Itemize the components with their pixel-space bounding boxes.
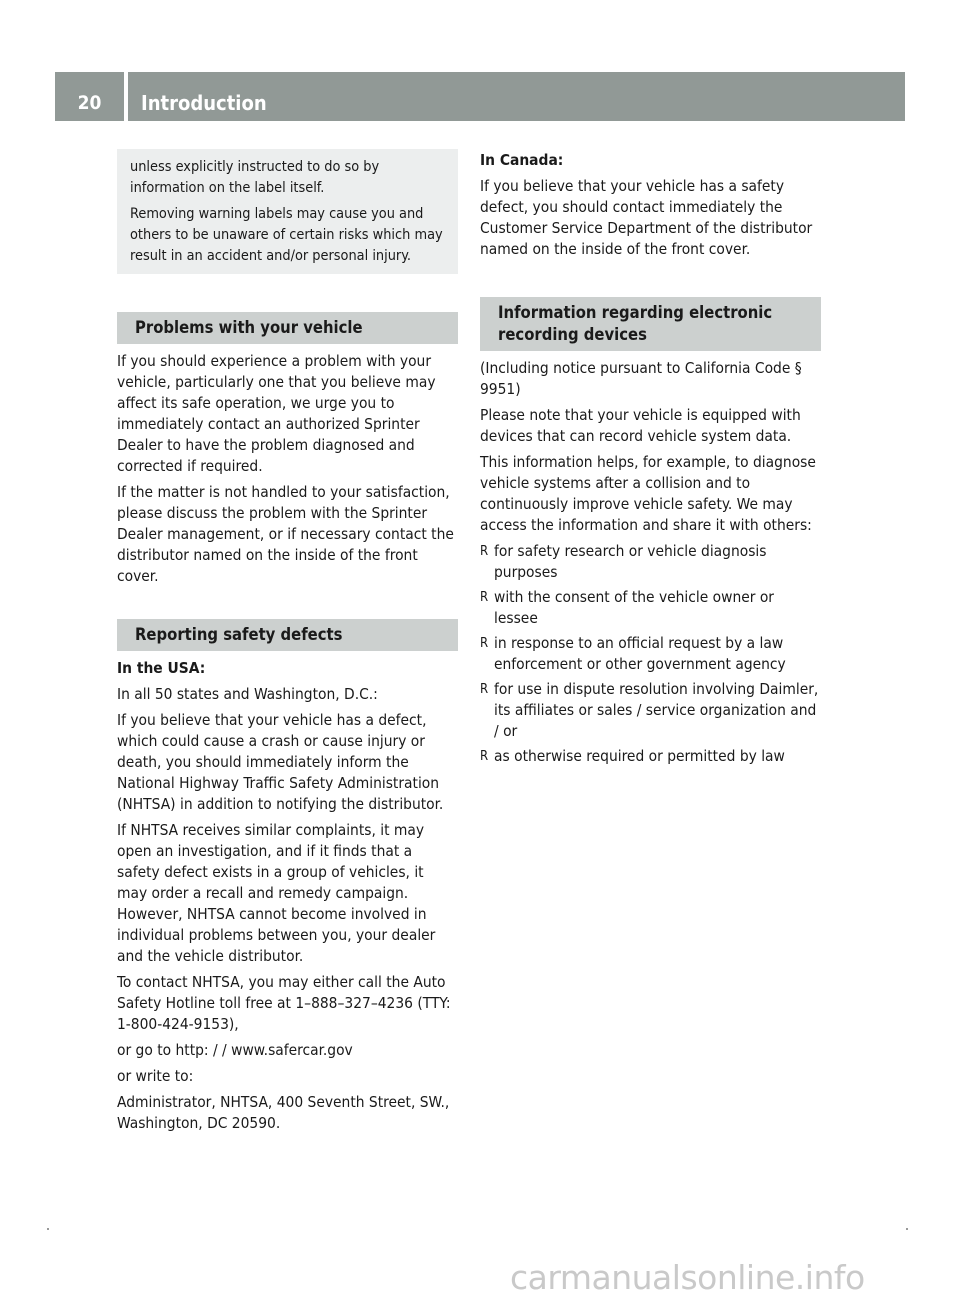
left-column [117, 150, 458, 1139]
body-paragraph: Administrator, NHTSA, 400 Seventh Street, SW., Washington, DC 20590. [117, 1093, 450, 1132]
body-paragraph: If NHTSA receives similar complaints, it may open an investigation, and if it finds that a safety defect exists in a group of vehicles, it may order a recall and remedy campaign. However, NHTSA cannot become involved in individual problems between you, your dealer and the vehicle distributor. [117, 821, 436, 965]
header-divider [124, 72, 128, 121]
body-paragraph: If you should experience a problem with your vehicle, particularly one that you believe may affect its safe operation, we urge you to immediately contact an authorized Sprinter Dealer to have the problem diagnosed and corrected if required. [117, 352, 436, 475]
list-item: R for safety research or vehicle diagnosis purposes [480, 541, 821, 583]
list-item: R as otherwise required or permitted by law [480, 746, 821, 767]
body-paragraph: or write to: [117, 1067, 194, 1085]
body-paragraph: If the matter is not handled to your satisfaction, please discuss the problem with the Sprinter Dealer management, or if necessary contact the distributor named on the inside of the front cover. [117, 483, 454, 585]
list-item: R in response to an official request by a law enforcement or other government agency [480, 633, 821, 675]
usa-label: In the USA: [117, 659, 206, 677]
body-paragraph: If you believe that your vehicle has a safety defect, you should contact immediately the Customer Service Department of the distributor named on the inside of the front cover. [480, 177, 813, 258]
warning-note-box [117, 149, 458, 274]
edr-heading: Information regarding electronic recording devices [480, 297, 821, 351]
note-paragraph: Removing warning labels may cause you and others to be unaware of certain risks which may result in an accident and/or personal injury. [130, 206, 443, 264]
edr-bullet-list [480, 541, 821, 767]
list-item: R for use in dispute resolution involving Daimler, its affiliates or sales / service organization and / or [480, 679, 821, 742]
body-paragraph: (Including notice pursuant to California Code § 9951) [480, 359, 802, 398]
body-paragraph: Please note that your vehicle is equipped with devices that can record vehicle system data. [480, 406, 801, 445]
watermark: carmanualsonline.info [510, 1258, 865, 1297]
body-paragraph: In all 50 states and Washington, D.C.: [117, 685, 378, 703]
section-title: Introduction [141, 91, 267, 115]
body-paragraph: If you believe that your vehicle has a defect, which could cause a crash or cause injury or death, you should immediately inform the National Highway Traffic Safety Administration (NHTSA) in addition to notifying the distributor. [117, 711, 444, 813]
body-paragraph: To contact NHTSA, you may either call the Auto Safety Hotline toll free at 1–888–327–4236 (TTY: 1-800-424-9153), [117, 973, 451, 1033]
problems-heading: Problems with your vehicle [117, 312, 458, 344]
canada-label: In Canada: [480, 151, 564, 169]
reporting-heading: Reporting safety defects [117, 619, 458, 651]
right-column [480, 150, 821, 771]
note-paragraph: unless explicitly instructed to do so by information on the label itself. [130, 159, 380, 196]
crop-mark [906, 1228, 908, 1230]
body-paragraph: This information helps, for example, to diagnose vehicle systems after a collision and to continuously improve vehicle safety. We may access the information and share it with others: [480, 453, 816, 534]
list-item: R with the consent of the vehicle owner or lessee [480, 587, 821, 629]
crop-mark [47, 1228, 49, 1230]
body-paragraph: or go to http: / / www.safercar.gov [117, 1041, 353, 1059]
page-number: 20 [77, 92, 102, 114]
